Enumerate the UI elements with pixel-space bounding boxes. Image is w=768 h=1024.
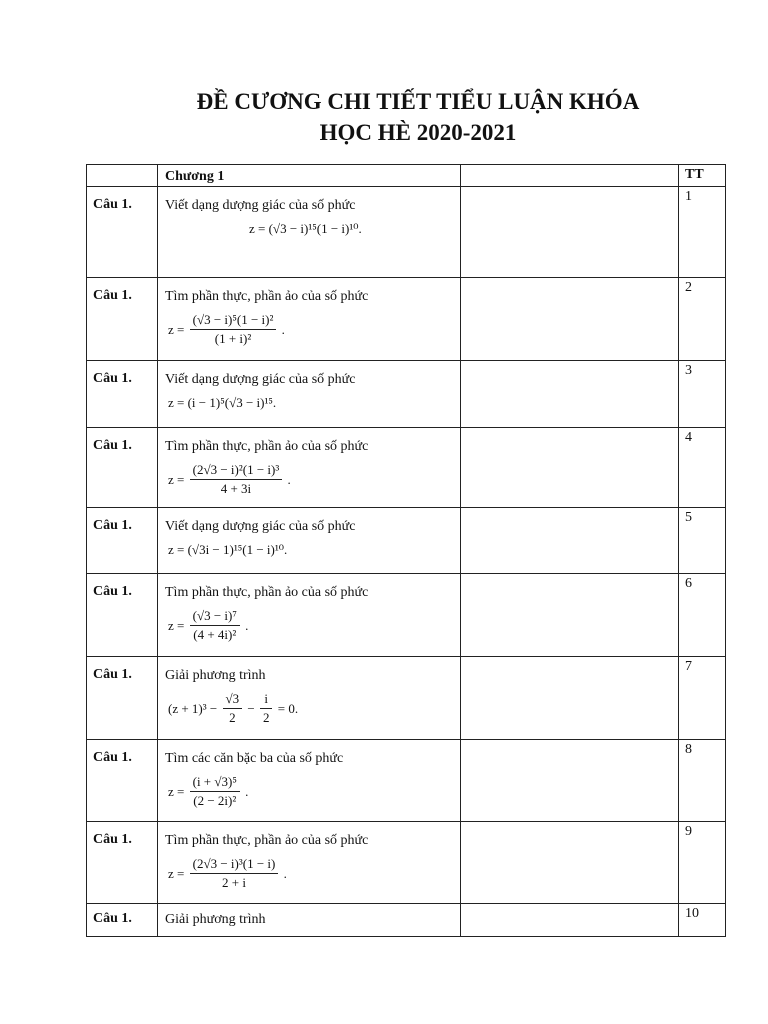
fraction-numerator-2: i (260, 691, 273, 709)
question-label: Câu 1. (93, 667, 132, 682)
formula-fraction (190, 774, 240, 809)
fraction-denominator: (2 − 2i)² (193, 793, 237, 808)
tt-number: 6 (685, 576, 692, 591)
question-label: Câu 1. (93, 197, 132, 212)
question-prompt: Tìm phần thực, phần ảo của số phức (165, 439, 369, 454)
answer-cell (461, 822, 679, 904)
question-prompt: Viết dạng dượng giác của số phức (165, 372, 356, 387)
tt-number: 2 (685, 280, 692, 295)
table-row (87, 657, 726, 740)
question-prompt: Tìm phần thực, phần ảo của số phức (165, 289, 369, 304)
tt-number: 8 (685, 742, 692, 757)
question-prompt: Giải phương trình (165, 912, 266, 927)
question-content-cell (158, 428, 461, 508)
question-formula (168, 462, 460, 497)
formula-lhs: z = (168, 321, 185, 337)
question-label: Câu 1. (93, 518, 132, 533)
answer-cell (461, 278, 679, 361)
fraction-numerator: √3 (223, 691, 243, 709)
question-label-cell (87, 278, 158, 361)
tt-number: 7 (685, 659, 692, 674)
formula-tail: . (281, 321, 285, 337)
question-formula (168, 774, 460, 809)
tt-header: TT (685, 167, 704, 182)
formula-lhs: z = (168, 783, 185, 799)
header-cell-blank (461, 165, 679, 187)
table-row (87, 740, 726, 822)
formula-tail: . (283, 865, 287, 881)
fraction-denominator: 2 + i (222, 875, 246, 890)
fraction-denominator: (1 + i)² (214, 331, 252, 346)
table-row (87, 904, 726, 937)
fraction-denominator-2: 2 (262, 710, 270, 725)
formula-lhs: (z + 1)³ − (168, 700, 218, 716)
tt-number: 5 (685, 510, 692, 525)
question-prompt: Viết dạng dượng giác của số phức (165, 198, 356, 213)
fraction-numerator: (√3 − i)⁵(1 − i)² (190, 312, 277, 330)
answer-cell (461, 740, 679, 822)
question-label: Câu 1. (93, 438, 132, 453)
tt-cell (679, 657, 726, 740)
question-label: Câu 1. (93, 584, 132, 599)
formula-fraction (190, 856, 279, 891)
formula-lhs: z = (168, 865, 185, 881)
question-prompt: Giải phương trình (165, 668, 266, 683)
tt-cell (679, 187, 726, 278)
fraction-numerator: (i + √3)⁵ (190, 774, 240, 792)
fraction-numerator: (√3 − i)⁷ (190, 608, 240, 626)
formula-fraction (190, 312, 277, 347)
question-label-cell (87, 657, 158, 740)
tt-number: 9 (685, 824, 692, 839)
question-label-cell (87, 361, 158, 428)
answer-cell (461, 508, 679, 574)
question-formula: z = (i − 1)⁵(√3 − i)¹⁵. (168, 395, 277, 410)
question-prompt: Tìm phần thực, phần ảo của số phức (165, 833, 369, 848)
table-row (87, 278, 726, 361)
question-label-cell (87, 187, 158, 278)
question-content-cell (158, 822, 461, 904)
formula-fraction (190, 462, 283, 497)
fraction-denominator: (4 + 4i)² (193, 627, 237, 642)
question-label: Câu 1. (93, 371, 132, 386)
question-label-cell (87, 904, 158, 937)
tt-cell (679, 574, 726, 657)
table-row (87, 187, 726, 278)
question-content-cell (158, 361, 461, 428)
question-content-cell (158, 187, 461, 278)
question-label-cell (87, 508, 158, 574)
question-label: Câu 1. (93, 750, 132, 765)
question-formula: z = (√3 − i)¹⁵(1 − i)¹⁰. (249, 221, 362, 236)
question-formula: z = (√3i − 1)¹⁵(1 − i)¹⁰. (168, 542, 288, 557)
question-formula (168, 691, 460, 726)
tt-cell (679, 740, 726, 822)
outline-table (86, 164, 726, 937)
question-label: Câu 1. (93, 288, 132, 303)
question-prompt: Viết dạng dượng giác của số phức (165, 519, 356, 534)
tt-cell (679, 361, 726, 428)
fraction-numerator: (2√3 − i)³(1 − i) (190, 856, 279, 874)
question-label-cell (87, 428, 158, 508)
answer-cell (461, 657, 679, 740)
question-label: Câu 1. (93, 911, 132, 926)
answer-cell (461, 574, 679, 657)
tt-cell (679, 278, 726, 361)
table-row (87, 428, 726, 508)
tt-number: 1 (685, 189, 692, 204)
formula-lhs: z = (168, 471, 185, 487)
question-content-cell (158, 508, 461, 574)
fraction-denominator: 4 + 3i (220, 481, 252, 496)
formula-tail: . (287, 471, 291, 487)
document-title-line-2: HỌC HÈ 2020-2021 (319, 120, 517, 145)
chapter-label: Chương 1 (165, 169, 225, 184)
tt-number: 4 (685, 430, 692, 445)
table-row (87, 822, 726, 904)
answer-cell (461, 361, 679, 428)
table-header-row (87, 165, 726, 187)
answer-cell (461, 904, 679, 937)
tt-number: 3 (685, 363, 692, 378)
formula-fraction (223, 691, 243, 726)
question-content-cell (158, 904, 461, 937)
answer-cell (461, 187, 679, 278)
answer-cell (461, 428, 679, 508)
table-row (87, 508, 726, 574)
formula-tail: . (245, 617, 249, 633)
header-cell-tt (679, 165, 726, 187)
question-label-cell (87, 574, 158, 657)
question-formula (168, 312, 460, 347)
question-formula (168, 856, 460, 891)
table-row (87, 574, 726, 657)
header-cell-chapter (158, 165, 461, 187)
header-cell-empty (87, 165, 158, 187)
question-prompt: Tìm các căn bặc ba của số phức (165, 751, 344, 766)
question-prompt: Tìm phần thực, phần ảo của số phức (165, 585, 369, 600)
formula-lhs: z = (168, 617, 185, 633)
formula-tail: = 0. (277, 700, 299, 716)
fraction-denominator: 2 (229, 710, 236, 725)
question-label: Câu 1. (93, 832, 132, 847)
question-label-cell (87, 822, 158, 904)
question-formula (168, 608, 460, 643)
question-content-cell (158, 657, 461, 740)
table-row (87, 361, 726, 428)
question-content-cell (158, 574, 461, 657)
question-label-cell (87, 740, 158, 822)
tt-number: 10 (685, 906, 699, 921)
tt-cell (679, 904, 726, 937)
fraction-numerator: (2√3 − i)²(1 − i)³ (190, 462, 283, 480)
document-title-line-1: ĐỀ CƯƠNG CHI TIẾT TIỂU LUẬN KHÓA (196, 89, 640, 114)
formula-tail: . (245, 783, 249, 799)
formula-fraction (190, 608, 240, 643)
tt-cell (679, 508, 726, 574)
tt-cell (679, 822, 726, 904)
question-content-cell (158, 740, 461, 822)
formula-fraction-2 (260, 691, 273, 726)
question-content-cell (158, 278, 461, 361)
tt-cell (679, 428, 726, 508)
formula-mid: − (247, 700, 255, 716)
